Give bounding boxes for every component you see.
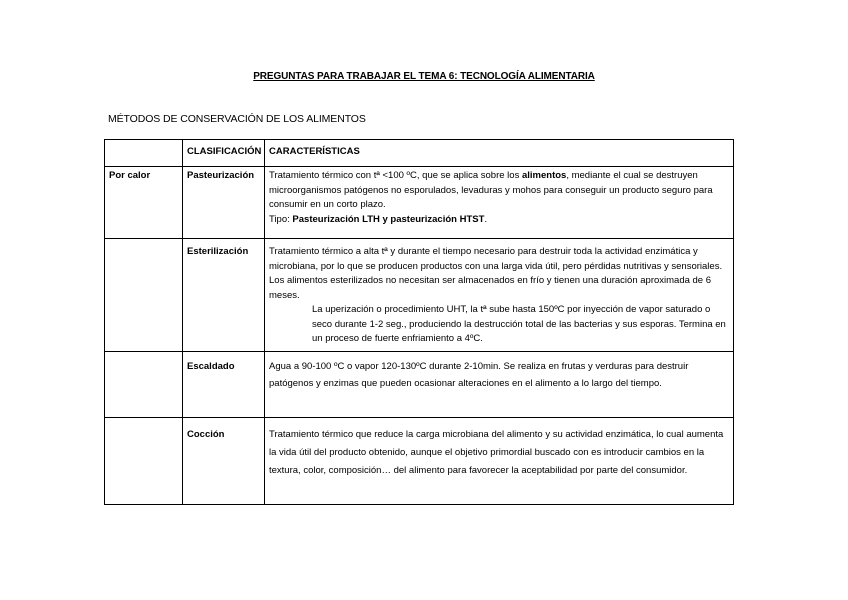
conservation-methods-table bbox=[104, 139, 734, 505]
header-clasificacion: CLASIFICACIÓN bbox=[183, 140, 265, 167]
table-row bbox=[105, 239, 734, 352]
group-cell-empty bbox=[105, 352, 183, 418]
tipo-value: Pasteurización LTH y pasteurización HTST bbox=[292, 213, 485, 225]
table-row bbox=[105, 418, 734, 505]
method-name: Pasteurización bbox=[183, 167, 265, 239]
group-cell-empty bbox=[105, 239, 183, 352]
header-caracteristicas: CARACTERÍSTICAS bbox=[265, 140, 734, 167]
method-name: Escaldado bbox=[183, 352, 265, 418]
method-description bbox=[265, 167, 734, 239]
description-subtext: La uperización o procedimiento UHT, la tª sube hasta 150ºC por inyección de vapor saturado o seco durante 1-2 seg., produciendo la destrucción total de las bacterias y sus esporas. Termina en un proceso de fuerte enfriamiento a 4ºC. bbox=[312, 304, 726, 344]
description-text: , mediante el cual se destruyen microorganismos patógenos no esporulados, levaduras y mohos para conseguir un producto seguro para consumir en un corto plazo. bbox=[269, 170, 713, 210]
tipo-end: . bbox=[484, 213, 488, 225]
group-cell-empty bbox=[105, 418, 183, 505]
table-row bbox=[105, 352, 734, 418]
group-label: Por calor bbox=[105, 167, 183, 239]
method-description: Agua a 90-100 ºC o vapor 120-130ºC durante 2-10min. Se realiza en frutas y verduras para destruir patógenos y enzimas que pueden ocasionar alteraciones en el alimento a lo largo del tiempo. bbox=[265, 352, 734, 418]
table-row bbox=[105, 167, 734, 239]
description-bold-text: alimentos bbox=[521, 170, 567, 181]
method-description: Tratamiento térmico que reduce la carga microbiana del alimento y su actividad enzimática, lo cual aumenta la vida útil del producto obtenido, aunque el objetivo primordial buscado con es introducir cambios en la textura, color, composición… del alimento para favorecer la aceptabilidad por parte del consumidor. bbox=[265, 418, 734, 505]
description-text: Tratamiento térmico con tª <100 ºC, que se aplica sobre los bbox=[269, 170, 522, 181]
section-title: MÉTODOS DE CONSERVACIÓN DE LOS ALIMENTOS bbox=[108, 113, 366, 125]
method-name: Cocción bbox=[183, 418, 265, 505]
page-title: PREGUNTAS PARA TRABAJAR EL TEMA 6: TECNOLOGÍA ALIMENTARIA bbox=[253, 71, 595, 82]
table-header-row bbox=[105, 140, 734, 167]
header-cell-empty bbox=[105, 140, 183, 167]
description-text: Tratamiento térmico a alta tª y durante el tiempo necesario para destruir toda la actividad enzimática y microbiana, por lo que se producen productos con una larga vida útil, pero pérdidas nutritivas y sensoriales. Los alimentos esterilizados no necesitan ser almacenados en frío y tienen una duración aproximada de 6 meses. bbox=[269, 246, 723, 301]
method-name: Esterilización bbox=[183, 239, 265, 352]
tipo-label: Tipo: bbox=[269, 213, 293, 225]
method-description bbox=[265, 239, 734, 352]
